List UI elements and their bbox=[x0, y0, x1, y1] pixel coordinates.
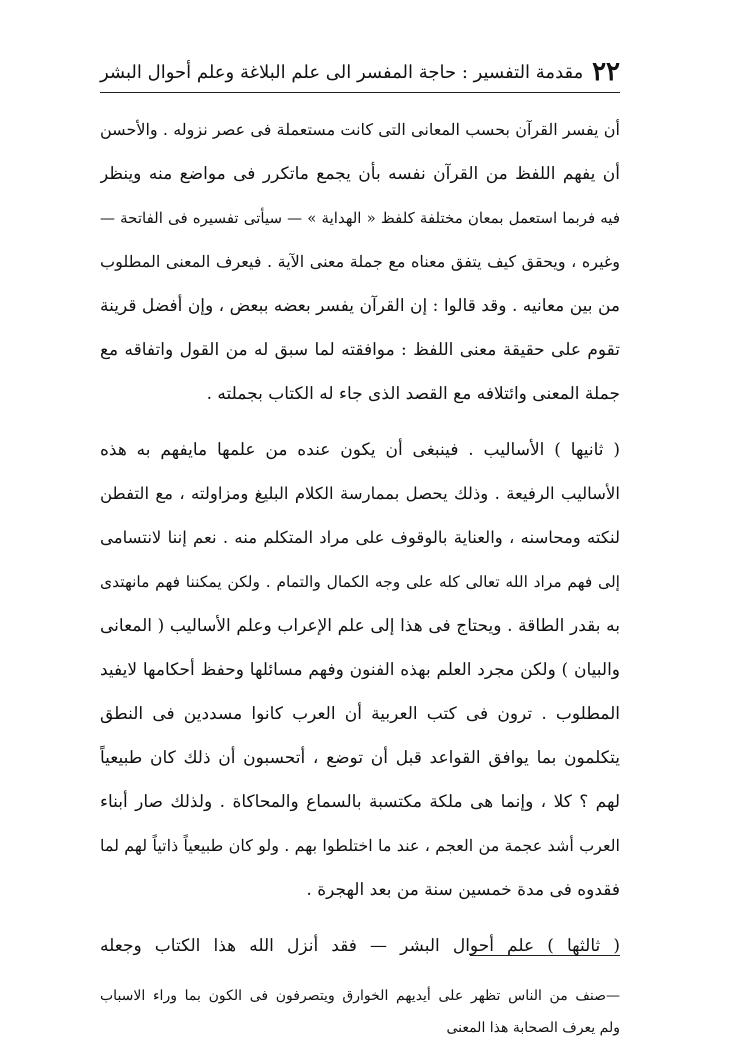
paragraph-gap bbox=[100, 416, 620, 428]
page-header bbox=[100, 56, 620, 88]
footnote-line: ولم يعرف الصحابة هذا المعنى bbox=[446, 1020, 620, 1036]
paragraph-1 bbox=[100, 108, 620, 416]
text-line: أن يفسر القرآن بحسب المعانى التى كانت مستعملة فى عصر نزوله . والأحسن bbox=[100, 120, 620, 139]
footnote-rule bbox=[470, 955, 620, 956]
text-line: أن يفهم اللفظ من القرآن نفسه بأن يجمع ماتكرر فى مواضع منه وينظر bbox=[100, 164, 620, 184]
text-line: إلى فهم مراد الله تعالى كله على وجه الكمال والتمام . ولكن يمكننا فهم مانهتدى bbox=[100, 573, 620, 591]
text-line: يتكلمون بما يوافق القواعد قبل أن توضع ، أتحسبون أن ذلك كان طبيعياً bbox=[100, 748, 620, 768]
text-line: ( ثانيها ) الأساليب . فينبغى أن يكون عنده من علمها مايفهم به هذه bbox=[100, 440, 620, 460]
text-line: تقوم على حقيقة معنى اللفظ : موافقته لما سبق له من القول واتفاقه مع bbox=[100, 340, 620, 360]
paragraph-2 bbox=[100, 428, 620, 912]
text-line: الأساليب الرفيعة . وذلك يحصل بممارسة الكلام البليغ ومزاولته ، مع التفطن bbox=[100, 484, 620, 503]
text-line: جملة المعنى وائتلافه مع القصد الذى جاء له الكتاب بجملته . bbox=[206, 384, 620, 404]
paragraph-3 bbox=[100, 924, 620, 968]
footnote-line: —صنف من الناس تظهر على أيديهم الخوارق ويتصرفون فى الكون بما وراء الاسباب bbox=[100, 988, 620, 1004]
text-line: فيه فربما استعمل بمعان مختلفة كلفظ « الهداية » — سيأتى تفسيره فى الفاتحة — bbox=[100, 209, 620, 227]
text-line: به بقدر الطاقة . ويحتاج فى هذا إلى علم الإعراب وعلم الأساليب ( المعانى bbox=[100, 616, 620, 636]
header-rule bbox=[100, 92, 620, 93]
footnotes bbox=[100, 980, 620, 1044]
text-line: من بين معانيه . وقد قالوا : إن القرآن يفسر بعضه ببعض ، وإن أفضل قرينة bbox=[100, 296, 620, 316]
paragraph-gap bbox=[100, 912, 620, 924]
text-line: فقدوه فى مدة خمسين سنة من بعد الهجرة . bbox=[306, 880, 620, 900]
text-line: لهم ؟ كلا ، وإنما هى ملكة مكتسبة بالسماع والمحاكاة . ولذلك صار أبناء bbox=[100, 792, 620, 812]
text-line: المطلوب . ترون فى كتب العربية أن العرب كانوا مسددين فى النطق bbox=[100, 704, 620, 724]
body-text bbox=[100, 108, 620, 968]
text-line: وغيره ، ويحقق كيف يتفق معناه مع جملة معنى الآية . فيعرف المعنى المطلوب bbox=[100, 252, 620, 271]
text-line: العرب أشد عجمة من العجم ، عند ما اختلطوا بهم . ولو كان طبيعياً ذاتياً لهم لما bbox=[100, 836, 620, 855]
text-line: ( ثالثها ) علم أحوال البشر — فقد أنزل الله هذا الكتاب وجعله bbox=[100, 936, 620, 956]
running-title: مقدمة التفسير : حاجة المفسر الى علم البلاغة وعلم أحوال البشر bbox=[100, 61, 584, 83]
text-line: والبيان ) ولكن مجرد العلم بهذه الفنون وفهم مسائلها وحفظ أحكامها لايفيد bbox=[100, 660, 620, 680]
page-number: ٢٢ bbox=[592, 57, 620, 87]
text-line: لنكته ومحاسنه ، والعناية بالوقوف على مراد المتكلم منه . نعم إننا لانتسامى bbox=[100, 528, 620, 547]
